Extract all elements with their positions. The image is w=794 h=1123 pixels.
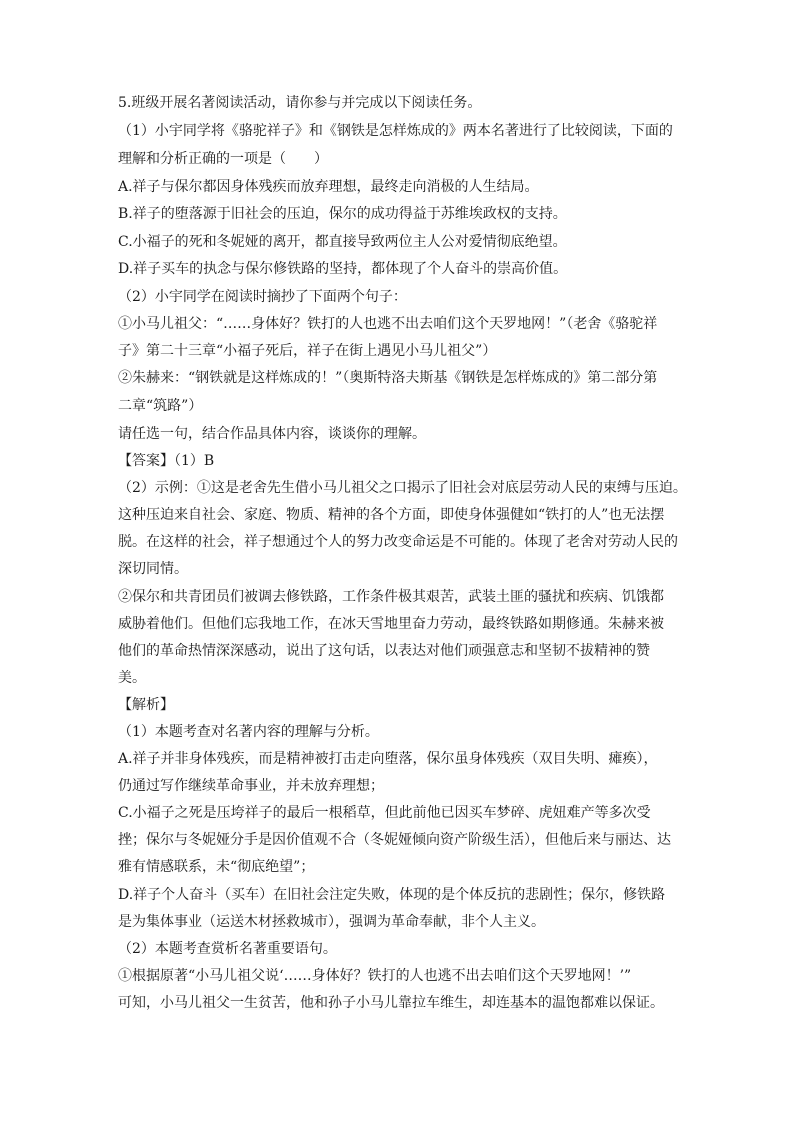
question-part1-line: （1）小宇同学将《骆驼祥子》和《钢铁是怎样炼成的》两本名著进行了比较阅读，下面的 xyxy=(118,123,673,139)
analysis-option-c: 挫；保尔与冬妮娅分手是因价值观不合（冬妮娅倾向资产阶级生活），但他后来与丽达、达 xyxy=(118,832,671,848)
answer-paragraph-2: 他们的革命热情深深感动，说出了这句话，以表达对他们顽强意志和坚韧不拔精神的赞 xyxy=(118,643,650,659)
option-c: C.小福子的死和冬妮娅的离开，都直接导致两位主人公对爱情彻底绝望。 xyxy=(118,234,567,250)
analysis-option-a: A.祥子并非身体残疾，而是精神被打击走向堕落，保尔虽身体残疾（双目失明、瘫痪）， xyxy=(118,751,658,767)
analysis-part1: （1）本题考查对名著内容的理解与分析。 xyxy=(118,724,379,740)
analysis-quote: 可知，小马儿祖父一生贫苦，他和孙子小马儿靠拉车维生，却连基本的温饱都难以保证。 xyxy=(118,995,664,1011)
quote-1: 子》第二十三章“小福子死后，祥子在街上遇见小马儿祖父”） xyxy=(118,343,497,359)
question-part2-intro: （2）小宇同学在阅读时摘抄了下面两个句子： xyxy=(118,289,407,305)
answer-heading: 【答案】（1）B xyxy=(118,453,215,469)
answer-paragraph-2: ②保尔和共青团员们被调去修铁路，工作条件极其艰苦，武装土匪的骚扰和疾病、饥饿都 xyxy=(118,589,664,605)
question-instruction: 请任选一句，结合作品具体内容，谈谈你的理解。 xyxy=(118,426,426,442)
answer-paragraph-2: 威胁着他们。但他们忘我地工作，在冰天雪地里奋力劳动，最终铁路如期修通。朱赫来被 xyxy=(118,616,664,632)
analysis-option-a: 仍通过写作继续革命事业，并未放弃理想； xyxy=(118,778,384,794)
analysis-part2: （2）本题考查赏析名著重要语句。 xyxy=(118,941,337,957)
answer-paragraph-2: 美。 xyxy=(118,670,146,686)
analysis-quote: ①根据原著“小马儿祖父说‘……身体好？铁打的人也逃不出去咱们这个天罗地网！’” xyxy=(118,968,632,984)
option-b: B.祥子的堕落源于旧社会的压迫，保尔的成功得益于苏维埃政权的支持。 xyxy=(118,206,567,222)
question-part1-line: 理解和分析正确的一项是（ ） xyxy=(118,151,328,167)
answer-paragraph-1: 深切同情。 xyxy=(118,561,188,577)
quote-2: ②朱赫来：“钢铁就是这样炼成的！”（奥斯特洛夫斯基《钢铁是怎样炼成的》第二部分第 xyxy=(118,370,658,386)
quote-2: 二章“筑路”） xyxy=(118,398,203,414)
analysis-option-d: 是为集体事业（运送木材拯救城市），强调为革命奉献，非个人主义。 xyxy=(118,914,545,930)
answer-paragraph-1: 这种压迫来自社会、家庭、物质、精神的各个方面，即使身体强健如“铁打的人”也无法摆 xyxy=(118,507,665,523)
analysis-option-c: 雅有情感联系，未“彻底绝望”； xyxy=(118,859,315,875)
option-d: D.祥子买车的执念与保尔修铁路的坚持，都体现了个人奋斗的崇高价值。 xyxy=(118,261,568,277)
answer-paragraph-1: 脱。在这样的社会，祥子想通过个人的努力改变命运是不可能的。体现了老舍对劳动人民的 xyxy=(118,534,678,550)
quote-1: ①小马儿祖父：“……身体好？铁打的人也逃不出去咱们这个天罗地网！”（老舍《骆驼祥 xyxy=(118,316,658,332)
analysis-option-c: C.小福子之死是压垮祥子的最后一根稻草，但此前他已因买车梦碎、虎妞难产等多次受 xyxy=(118,805,651,821)
analysis-heading: 【解析】 xyxy=(118,697,174,713)
answer-paragraph-1: （2）示例：①这是老舍先生借小马儿祖父之口揭示了旧社会对底层劳动人民的束缚与压迫。 xyxy=(118,480,687,496)
question-stem: 5.班级开展名著阅读活动，请你参与并完成以下阅读任务。 xyxy=(118,95,482,111)
analysis-option-d: D.祥子个人奋斗（买车）在旧社会注定失败，体现的是个体反抗的悲剧性；保尔，修铁路 xyxy=(118,887,666,903)
option-a: A.祥子与保尔都因身体残疾而放弃理想，最终走向消极的人生结局。 xyxy=(118,179,539,195)
